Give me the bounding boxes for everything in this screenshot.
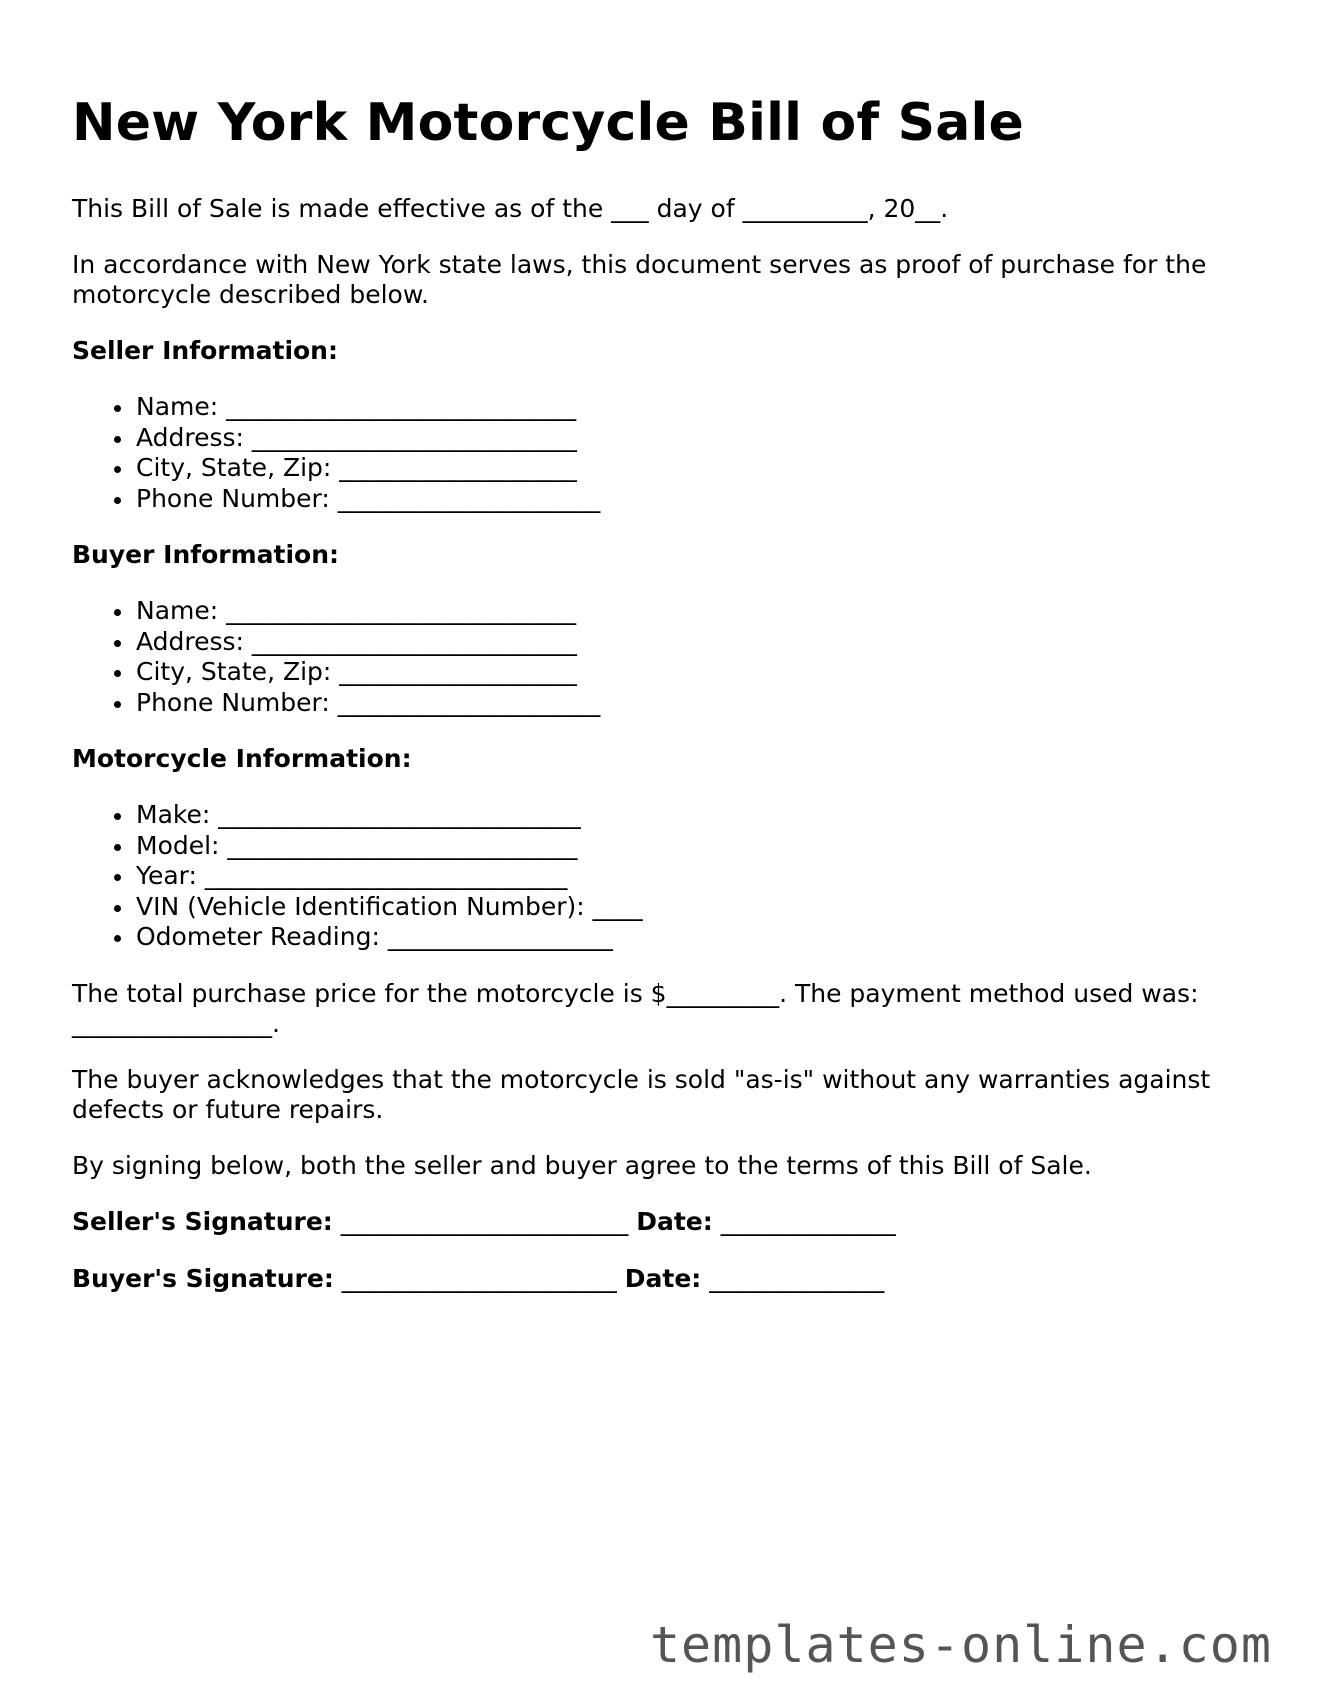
- buyer-signature-label: Buyer's Signature:: [72, 1263, 334, 1293]
- seller-signature-row: [72, 1207, 1252, 1237]
- document-body: [72, 88, 1252, 1321]
- buyer-address-field: Address: __________________________: [136, 627, 1252, 658]
- seller-date-label: Date:: [636, 1206, 713, 1236]
- seller-name-field: Name: ____________________________: [136, 392, 1252, 423]
- seller-signature-line: _______________________: [340, 1206, 629, 1236]
- seller-phone-field: Phone Number: _____________________: [136, 484, 1252, 515]
- motorcycle-section-heading: Motorcycle Information:: [72, 744, 412, 773]
- buyer-phone-field: Phone Number: _____________________: [136, 688, 1252, 719]
- motorcycle-info-list: [72, 800, 1252, 953]
- buyer-date-label: Date:: [624, 1263, 702, 1293]
- watermark: templates-online.com: [649, 1616, 1272, 1674]
- buyer-signature-line: ______________________: [341, 1263, 617, 1293]
- buyer-signature-row: [72, 1264, 1252, 1294]
- buyer-info-list: [72, 596, 1252, 718]
- seller-address-field: Address: __________________________: [136, 423, 1252, 454]
- effective-date-paragraph: This Bill of Sale is made effective as of the ___ day of __________, 20__.: [72, 194, 949, 223]
- seller-section-heading: Seller Information:: [72, 336, 338, 365]
- as-is-paragraph: The buyer acknowledges that the motorcycle is sold "as-is" without any warranties against defects or future repairs.: [72, 1064, 1211, 1124]
- seller-date-line: ______________: [720, 1206, 896, 1236]
- seller-signature-label: Seller's Signature:: [72, 1206, 333, 1236]
- motorcycle-vin-field: VIN (Vehicle Identification Number): ____: [136, 892, 1252, 923]
- buyer-name-field: Name: ____________________________: [136, 596, 1252, 627]
- seller-city-state-zip-field: City, State, Zip: ___________________: [136, 453, 1252, 484]
- page-title: New York Motorcycle Bill of Sale: [72, 93, 1024, 153]
- accordance-paragraph: In accordance with New York state laws, this document serves as proof of purchase for the motorcycle described below.: [72, 250, 1207, 309]
- seller-info-list: [72, 392, 1252, 514]
- motorcycle-year-field: Year: _____________________________: [136, 861, 1252, 892]
- agreement-paragraph: By signing below, both the seller and buyer agree to the terms of this Bill of Sale.: [72, 1150, 1092, 1180]
- buyer-city-state-zip-field: City, State, Zip: ___________________: [136, 657, 1252, 688]
- buyer-date-line: ______________: [709, 1263, 885, 1293]
- purchase-price-paragraph: The total purchase price for the motorcycle is $_________. The payment method used was: ________________.: [72, 978, 1199, 1038]
- motorcycle-make-field: Make: _____________________________: [136, 800, 1252, 831]
- motorcycle-odometer-field: Odometer Reading: __________________: [136, 922, 1252, 953]
- buyer-section-heading: Buyer Information:: [72, 540, 340, 569]
- motorcycle-model-field: Model: ____________________________: [136, 831, 1252, 862]
